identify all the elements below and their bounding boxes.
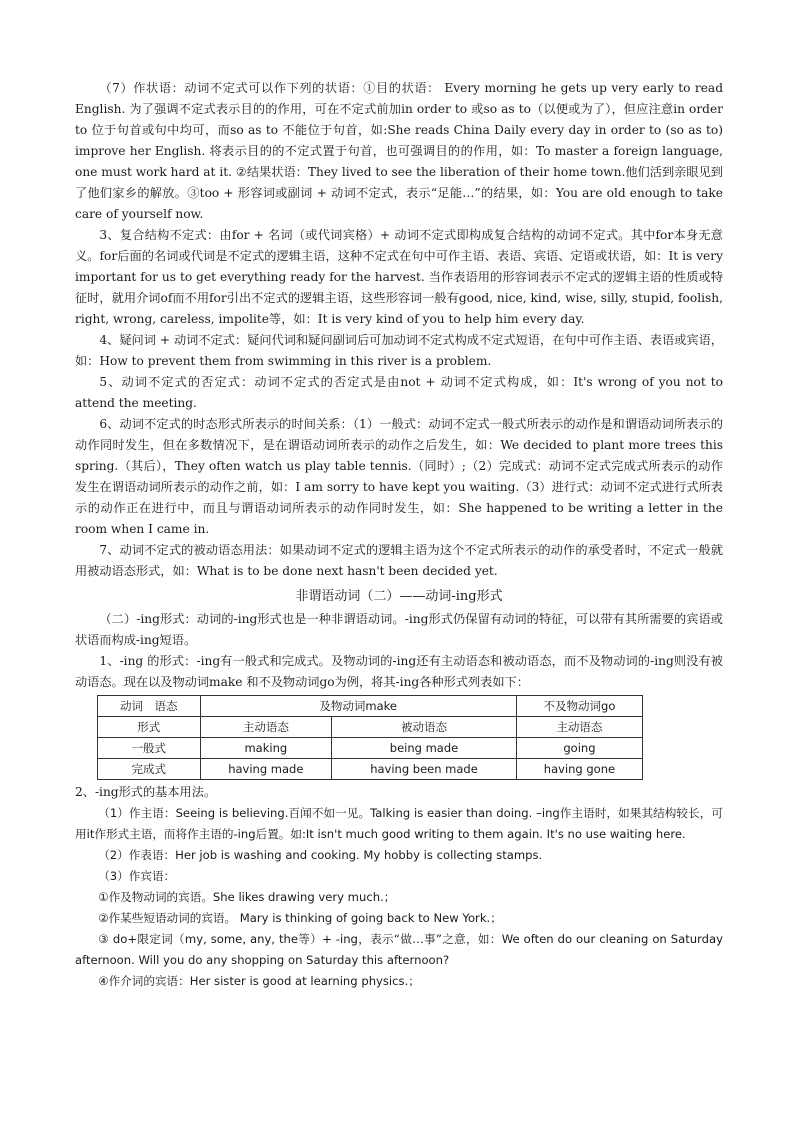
table-cell: having gone	[516, 759, 642, 780]
paragraph-question-word-infinitive: 4、疑问词 + 动词不定式：疑问代词和疑问副词后可加动词不定式构成不定式短语，在句中可作主语、表语或宾语，如：How to prevent them from swimming in this river is a problem.	[75, 333, 723, 368]
table-cell: making	[200, 738, 332, 759]
paragraph-ing-intro: （二）-ing形式：动词的-ing形式也是一种非谓语动词。-ing形式仍保留有动词的特征，可以带有其所需要的宾语或状语而构成-ing短语。	[75, 612, 723, 647]
table-cell: going	[516, 738, 642, 759]
table-cell: 被动语态	[332, 717, 517, 738]
table-cell: 形式	[98, 717, 201, 738]
paragraph-compound-infinitive: 3、复合结构不定式：由for + 名词（或代词宾格）+ 动词不定式即构成复合结构的动词不定式。其中for本身无意义。for后面的名词或代词是不定式的逻辑主语，这种不定式在句中可作主语、表语、宾语、定语或状语，如：It is very important for us to get everything ready for the harvest. 当作表语用的形容词表示不定式的逻辑主语的性质或特征时，就用介词of而不用for引出不定式的逻辑主语，这些形容词一般有good, nice, kind, wise, silly, stupid, foolish, right, wrong, careless, impolite等，如：It is very kind of you to help him every day.	[75, 228, 723, 326]
table-row	[98, 717, 643, 738]
paragraph-ing-forms: 1、-ing 的形式：-ing有一般式和完成式。及物动词的-ing还有主动语态和被动语态，而不及物动词的-ing则没有被动语态。现在以及物动词make 和不及物动词go为例，将其-ing各种形式列表如下：	[75, 654, 723, 689]
table-cell: 完成式	[98, 759, 201, 780]
paragraph-ing-as-object-heading: （3）作宾语：	[98, 869, 176, 883]
table-cell: 主动语态	[516, 717, 642, 738]
paragraph-object-of-transitive: ①作及物动词的宾语。She likes drawing very much.；	[98, 890, 396, 904]
paragraph-infinitive-tenses: 6、动词不定式的时态形式所表示的时间关系：（1）一般式：动词不定式一般式所表示的动作是和谓语动词所表示的动作同时发生，但在多数情况下，是在谓语动词所表示的动作之后发生，如：We decided to plant more trees this spring.（其后），They often watch us play table tennis.（同时）;（2）完成式：动词不定式完成式所表示的动作发生在谓语动词所表示的动作之前，如：I am sorry to have kept you waiting.（3）进行式：动词不定式进行式所表示的动作正在进行中，而且与谓语动词所表示的动作同时发生，如：She happened to be writing a letter in the room when I came in.	[75, 417, 723, 536]
table-row	[98, 738, 643, 759]
section-title: 非谓语动词（二）——动词-ing形式	[295, 589, 503, 604]
paragraph-object-of-preposition: ④作介词的宾语：Her sister is good at learning physics.；	[98, 974, 420, 988]
paragraph-passive-infinitive: 7、动词不定式的被动语态用法：如果动词不定式的逻辑主语为这个不定式所表示的动作的承受者时，不定式一般就用被动语态形式，如：What is to be done next hasn't been decided yet.	[75, 543, 723, 578]
paragraph-object-of-phrasal: ②作某些短语动词的宾语。 Mary is thinking of going back to New York.；	[98, 911, 502, 925]
paragraph-ing-as-predicative: （2）作表语：Her job is washing and cooking. My hobby is collecting stamps.	[98, 848, 543, 862]
document-page	[75, 78, 723, 992]
paragraph-negative-infinitive: 5、动词不定式的否定式：动词不定式的否定式是由not + 动词不定式构成，如：It's wrong of you not to attend the meeting.	[75, 375, 723, 410]
ing-forms-table	[97, 695, 643, 780]
table-cell: 一般式	[98, 738, 201, 759]
table-row	[98, 696, 643, 717]
table-cell: 及物动词make	[200, 696, 516, 717]
table-cell: having made	[200, 759, 332, 780]
paragraph-adverbial-usage: （7）作状语：动词不定式可以作下列的状语：①目的状语： Every morning he gets up very early to read English. 为了强调不定式表示目的的作用，可在不定式前加in order to 或so as to（以便或为了），但应注意in order to 位于句首或句中均可，而so as to 不能位于句首，如:She reads China Daily every day in order to (so as to) improve her English. 将表示目的的不定式置于句首，也可强调目的的作用，如：To master a foreign language, one must work hard at it. ②结果状语：They lived to see the liberation of their home town.他们活到亲眼见到了他们家乡的解放。③too + 形容词或副词 + 动词不定式，表示“足能…”的结果，如：You are old enough to take care of yourself now.	[75, 81, 723, 221]
paragraph-ing-as-subject: （1）作主语：Seeing is believing.百闻不如一见。Talking is easier than doing. –ing作主语时，如果其结构较长，可用it作形式主语，而将作主语的-ing后置。如:It isn't much good writing to them again. It's no use waiting here.	[75, 806, 723, 841]
table-cell: being made	[332, 738, 517, 759]
table-cell: 主动语态	[200, 717, 332, 738]
table-cell: having been made	[332, 759, 517, 780]
table-row	[98, 759, 643, 780]
table-cell: 不及物动词go	[516, 696, 642, 717]
table-cell: 动词 语态	[98, 696, 201, 717]
paragraph-ing-usage-heading: 2、-ing形式的基本用法。	[75, 785, 217, 799]
paragraph-do-determiner-ing: ③ do+限定词（my, some, any, the等）+ -ing，表示“做…事”之意，如：We often do our cleaning on Saturday afternoon. Will you do any shopping on Saturday this afternoon?	[75, 932, 723, 967]
